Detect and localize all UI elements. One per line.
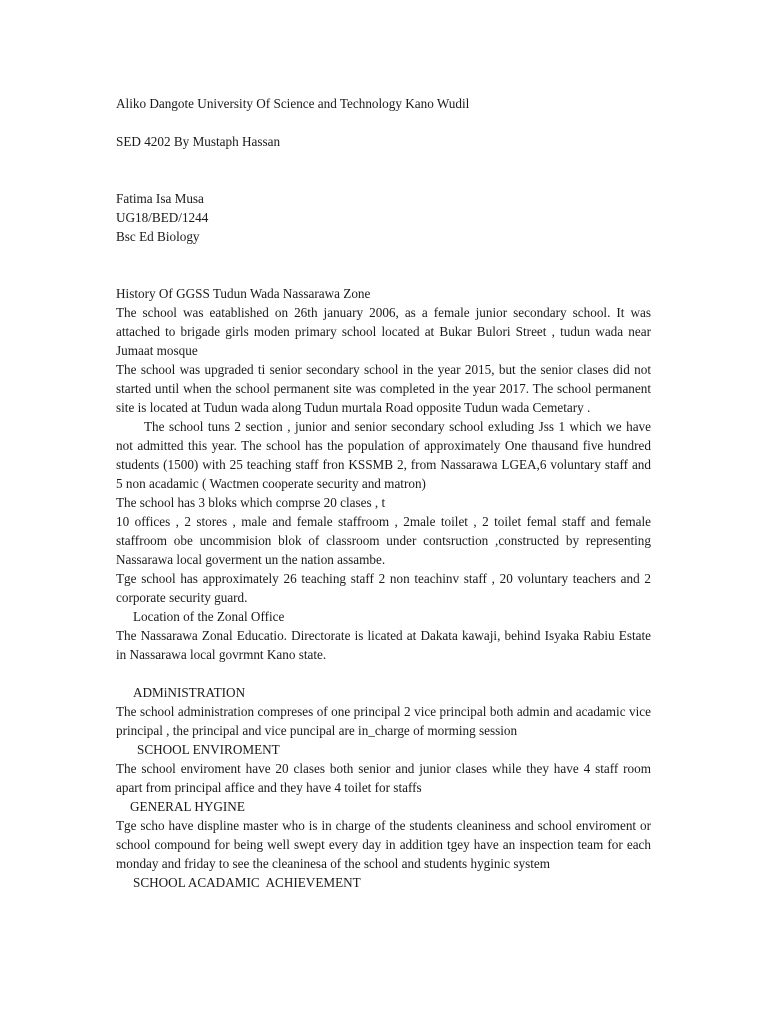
location-paragraph: The Nassarawa Zonal Educatio. Directorate is licated at Dakata kawaji, behind Isyaka Rabiu Estate in Nassarawa local govrmnt Kano state. xyxy=(116,628,651,662)
history-heading: History Of GGSS Tudun Wada Nassarawa Zone xyxy=(116,286,371,301)
student-reg-no: UG18/BED/1244 xyxy=(116,210,209,225)
hygiene-heading: GENERAL HYGINE xyxy=(130,799,245,814)
environment-paragraph: The school enviroment have 20 clases both senior and junior clases while they have 4 staff room apart from principal affice and they have 4 toilet for staffs xyxy=(116,761,651,795)
history-paragraph-1: The school was eatablished on 26th january 2006, as a female junior secondary school. It was attached to brigade girls moden primary school located at Bukar Bulori Street , tudun wada near Jumaat mosque xyxy=(116,305,651,358)
student-name: Fatima Isa Musa xyxy=(116,191,204,206)
hygiene-paragraph: Tge scho have displine master who is in charge of the students cleaniness and school enviroment or school compound for being well swept every day in addition tgey have an inspection team for each monday and friday to see the cleaninesa of the school and students hyginic system xyxy=(116,818,651,871)
course-title: SED 4202 By Mustaph Hassan xyxy=(116,134,281,149)
history-paragraph-6: Tge school has approximately 26 teaching staff 2 non teachinv staff , 20 voluntary teachers and 2 corporate security guard. xyxy=(116,571,651,605)
location-heading: Location of the Zonal Office xyxy=(133,609,285,624)
administration-paragraph: The school administration compreses of one principal 2 vice principal both admin and acadamic vice principal , the principal and vice puncipal are in_charge of morming session xyxy=(116,704,651,738)
student-program: Bsc Ed Biology xyxy=(116,229,200,244)
environment-heading: SCHOOL ENVIROMENT xyxy=(137,742,280,757)
history-paragraph-4: The school has 3 bloks which comprse 20 clases , t xyxy=(116,495,386,510)
document-page xyxy=(116,94,651,892)
administration-heading: ADMiNISTRATION xyxy=(133,685,246,700)
university-name: Aliko Dangote University Of Science and Technology Kano Wudil xyxy=(116,96,470,111)
history-paragraph-5: 10 offices , 2 stores , male and female staffroom , 2male toilet , 2 toilet femal staff and female staffroom obe uncommision blok of classroom under contsruction ,constructed by representing Nassarawa local goverment un the nation assambe. xyxy=(116,514,651,567)
history-paragraph-2: The school was upgraded ti senior secondary school in the year 2015, but the senior clases did not started until when the school permanent site was completed in the year 2017. The school permanent site is located at Tudun wada along Tudun murtala Road opposite Tudun wada Cemetary . xyxy=(116,362,651,415)
history-paragraph-3: The school tuns 2 section , junior and senior secondary school exluding Jss 1 which we have not admitted this year. The school has the population of approximately One thausand five hundred students (1500) with 25 teaching staff fron KSSMB 2, from Nassarawa LGEA,6 voluntary staff and 5 non acadamic ( Wactmen cooperate security and matron) xyxy=(116,419,651,491)
achievement-heading: SCHOOL ACADAMIC ACHIEVEMENT xyxy=(133,875,361,890)
